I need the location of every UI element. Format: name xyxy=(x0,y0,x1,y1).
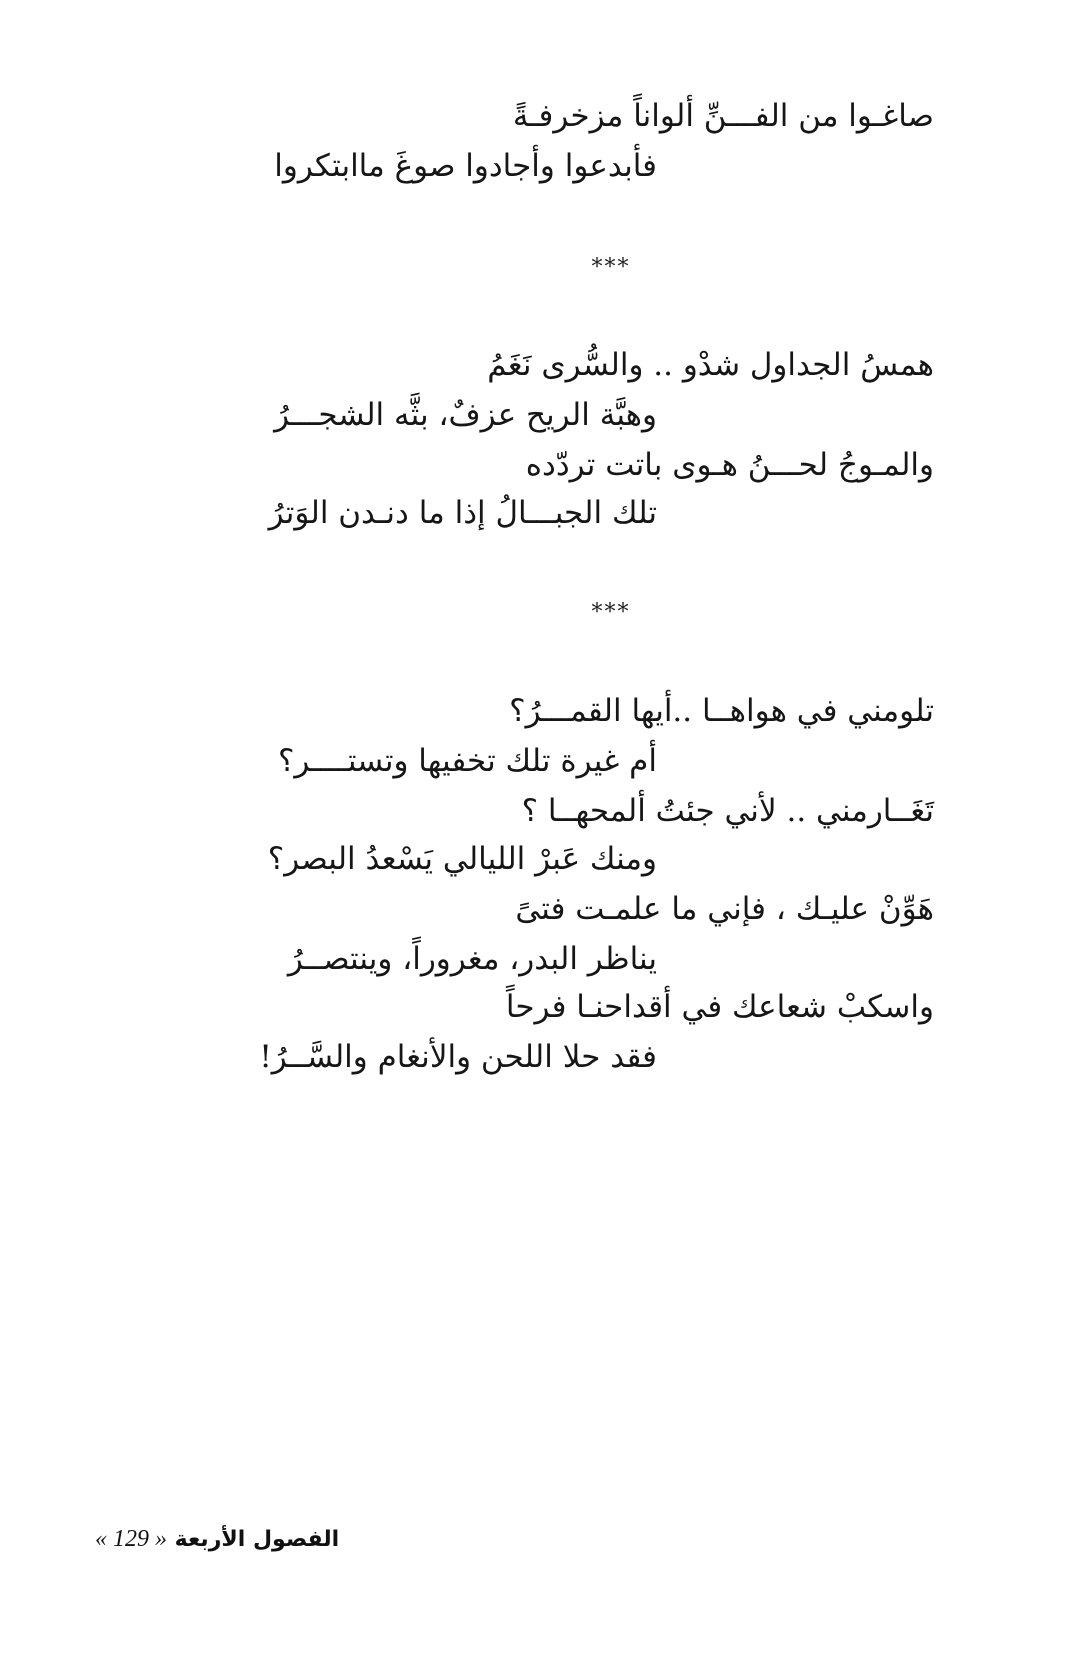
verse-line: تلك الجبـــالُ إذا ما دنـدن الوَترُ xyxy=(268,495,657,531)
book-title: الفصول الأربعة xyxy=(174,1527,340,1552)
verse-line: تلومني في هواهــا ..أيها القمـــرُ؟ xyxy=(509,693,934,729)
page-footer xyxy=(95,1526,339,1553)
section-separator: *** xyxy=(591,255,631,280)
page-number: « 129 » xyxy=(95,1526,167,1552)
verse-line: واسكبْ شعاعك في أقداحنـا فرحاً xyxy=(505,989,934,1025)
verse-line: فأبدعوا وأجادوا صوغَ ماابتكروا xyxy=(274,148,657,184)
verse-line: أم غيرة تلك تخفيها وتستــــر؟ xyxy=(277,743,657,779)
section-separator: *** xyxy=(591,600,631,625)
verse-line: فقد حلا اللحن والأنغام والسَّــرُ! xyxy=(259,1039,657,1075)
verse-line: وهبَّة الريح عزفٌ، بثَّه الشجـــرُ xyxy=(274,397,657,433)
verse-line: والمـوجُ لحـــنُ هـوى باتت تردّده xyxy=(525,447,934,483)
verse-line: صاغـوا من الفـــنِّ ألواناً مزخرفـةً xyxy=(512,98,934,134)
verse-line: هَوِّنْ عليـك ، فإني ما علمـت فتىً xyxy=(515,891,934,927)
verse-line: يناظر البدر، مغروراً، وينتصــرُ xyxy=(287,941,657,977)
verse-line: تَغَــارمني .. لأني جئتُ ألمحهــا ؟ xyxy=(521,793,934,829)
verse-line: ومنك عَبرْ الليالي يَسْعدُ البصر؟ xyxy=(267,841,657,877)
verse-line: همسُ الجداول شدْو .. والسُّرى نَغَمُ xyxy=(487,347,934,383)
